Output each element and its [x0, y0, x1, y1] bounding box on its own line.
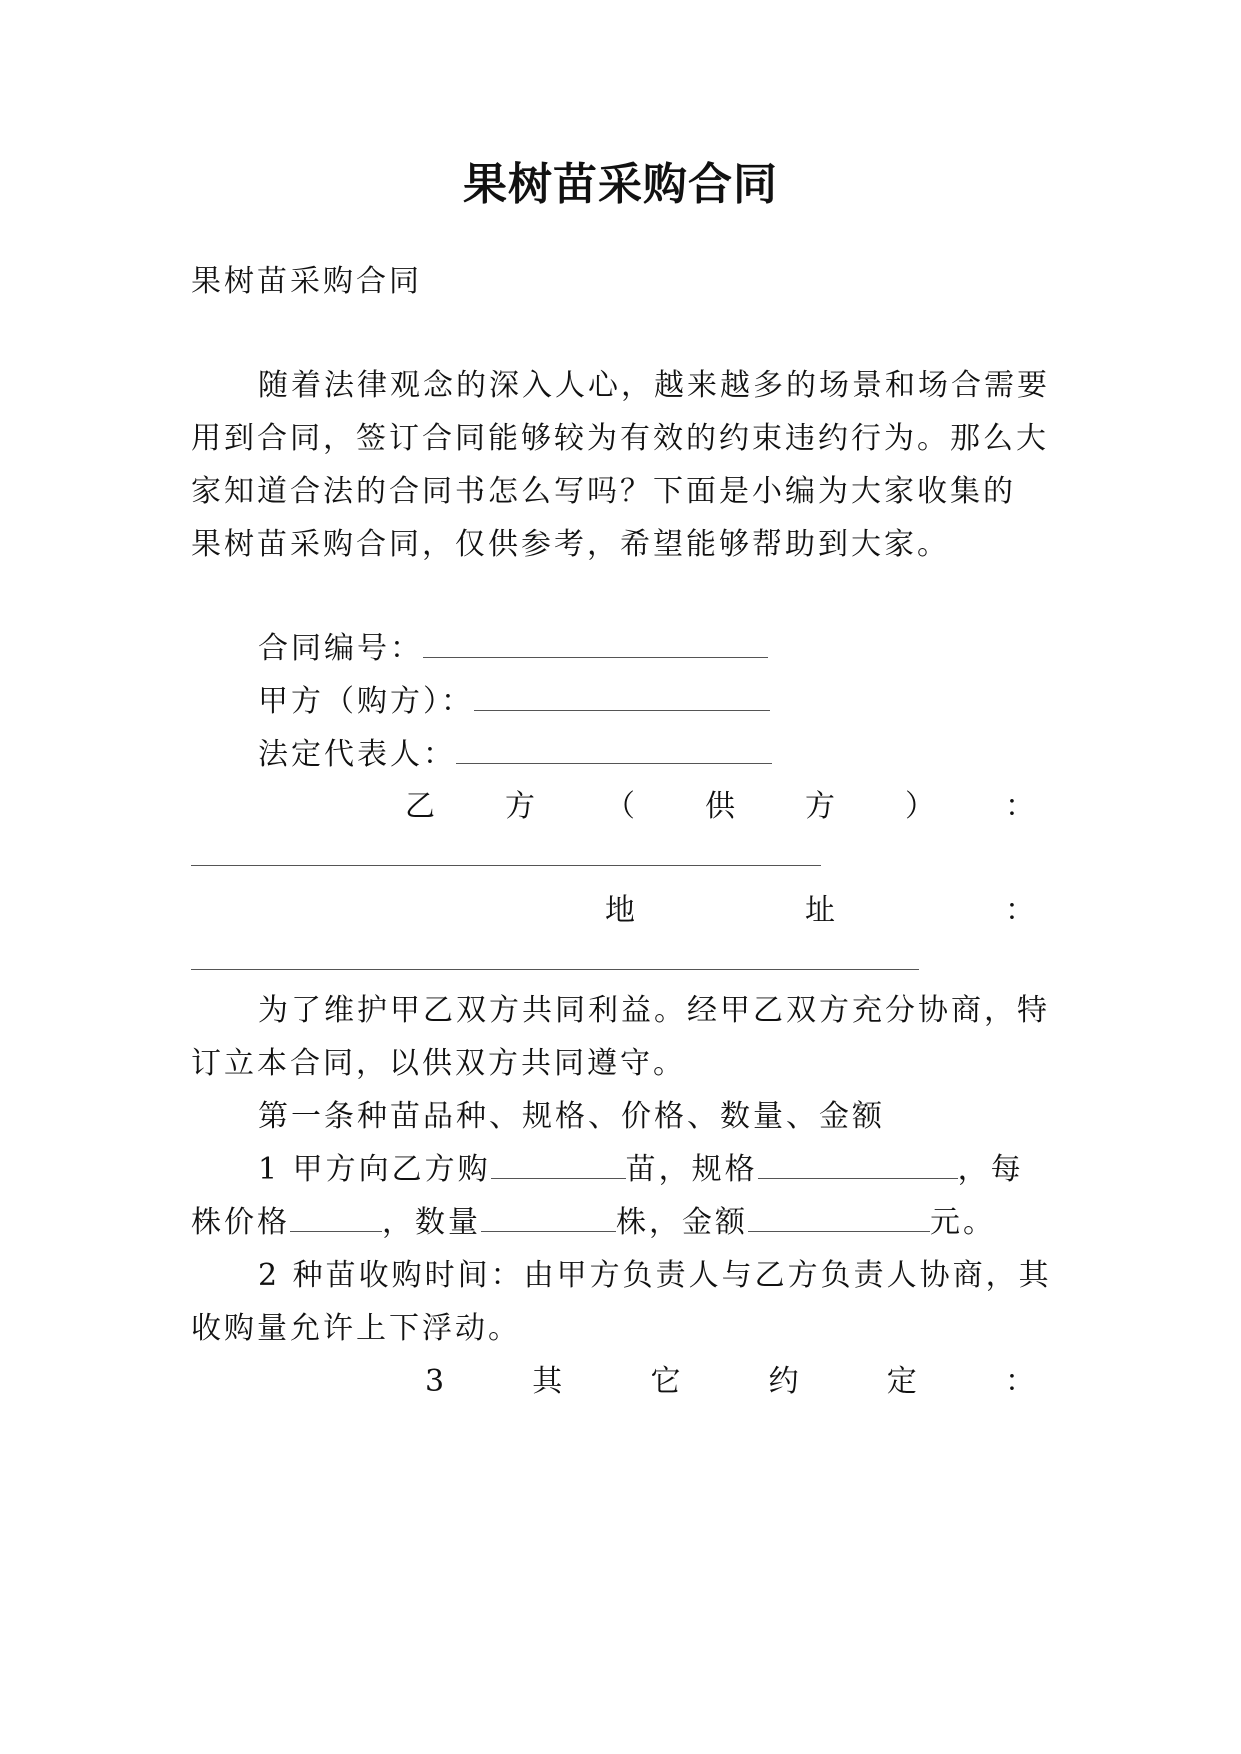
item-1-line-1: [258, 1141, 1024, 1199]
address-char: 地: [605, 893, 635, 928]
item-1-text: ，每: [957, 1152, 1024, 1187]
party-b-label: [405, 778, 1035, 836]
contract-number-label: 合同编号：: [258, 631, 423, 666]
legal-rep-label: 法定代表人：: [258, 737, 456, 772]
item-1-text: 株价格: [191, 1205, 290, 1240]
price-blank: [290, 1203, 382, 1232]
party-b-blank: [191, 865, 821, 866]
address-char: ：: [1005, 893, 1035, 928]
item-1-text: 苗，规格: [625, 1152, 758, 1187]
legal-rep-field: [258, 726, 772, 784]
party-a-label: 甲方（购方）：: [258, 684, 474, 719]
item-2-line-1: 2 种苗收购时间：由甲方负责人与乙方负责人协商，其: [258, 1258, 1052, 1293]
intro-line-3: 家知道合法的合同书怎么写吗？下面是小编为大家收集的: [191, 474, 1016, 509]
intro-line-1: 随着法律观念的深入人心，越来越多的场景和场合需要: [258, 368, 1050, 403]
purpose-line-2: 订立本合同，以供双方共同遵守。: [191, 1046, 686, 1081]
item-3-heading: [425, 1353, 1035, 1411]
party-b-char: 方: [505, 789, 535, 824]
party-b-char: 方: [805, 789, 835, 824]
intro-line-4: 果树苗采购合同，仅供参考，希望能够帮助到大家。: [191, 527, 950, 562]
item-1-text: ，数量: [382, 1205, 481, 1240]
item-3-char: 约: [768, 1364, 799, 1399]
address-label: [605, 882, 1035, 940]
party-b-char: 乙: [405, 789, 435, 824]
item-1-text: 株，金额: [616, 1205, 748, 1240]
item-1-text: 1 甲方向乙方购: [258, 1152, 491, 1187]
party-a-field: [258, 673, 770, 731]
address-blank: [191, 969, 919, 970]
item-3-char: 定: [886, 1364, 917, 1399]
item-2-line-2: 收购量允许上下浮动。: [191, 1311, 521, 1346]
quantity-blank: [481, 1203, 616, 1232]
variety-blank: [491, 1150, 626, 1179]
item-3-char: 其: [532, 1364, 563, 1399]
address-char: 址: [805, 893, 835, 928]
party-b-char: ：: [1005, 789, 1035, 824]
item-3-char: 3: [425, 1364, 445, 1399]
amount-blank: [748, 1203, 930, 1232]
contract-number-field: [258, 620, 768, 678]
contract-number-blank: [423, 629, 768, 658]
item-3-char: 它: [650, 1364, 681, 1399]
item-1-text: 元。: [930, 1205, 996, 1240]
item-1-line-2: [191, 1194, 996, 1252]
purpose-line-1: 为了维护甲乙双方共同利益。经甲乙双方充分协商，特: [258, 993, 1050, 1028]
article-1-heading: 第一条种苗品种、规格、价格、数量、金额: [258, 1099, 885, 1134]
subtitle: 果树苗采购合同: [191, 264, 422, 299]
party-b-char: 供: [705, 789, 735, 824]
party-b-char: ）: [905, 789, 935, 824]
spec-blank: [758, 1150, 958, 1179]
party-b-char: （: [605, 789, 635, 824]
intro-line-2: 用到合同，签订合同能够较为有效的约束违约行为。那么大: [191, 421, 1049, 456]
item-3-char: ：: [1004, 1364, 1035, 1399]
legal-rep-blank: [456, 735, 772, 764]
document-title: 果树苗采购合同: [463, 159, 778, 210]
party-a-blank: [474, 682, 770, 711]
